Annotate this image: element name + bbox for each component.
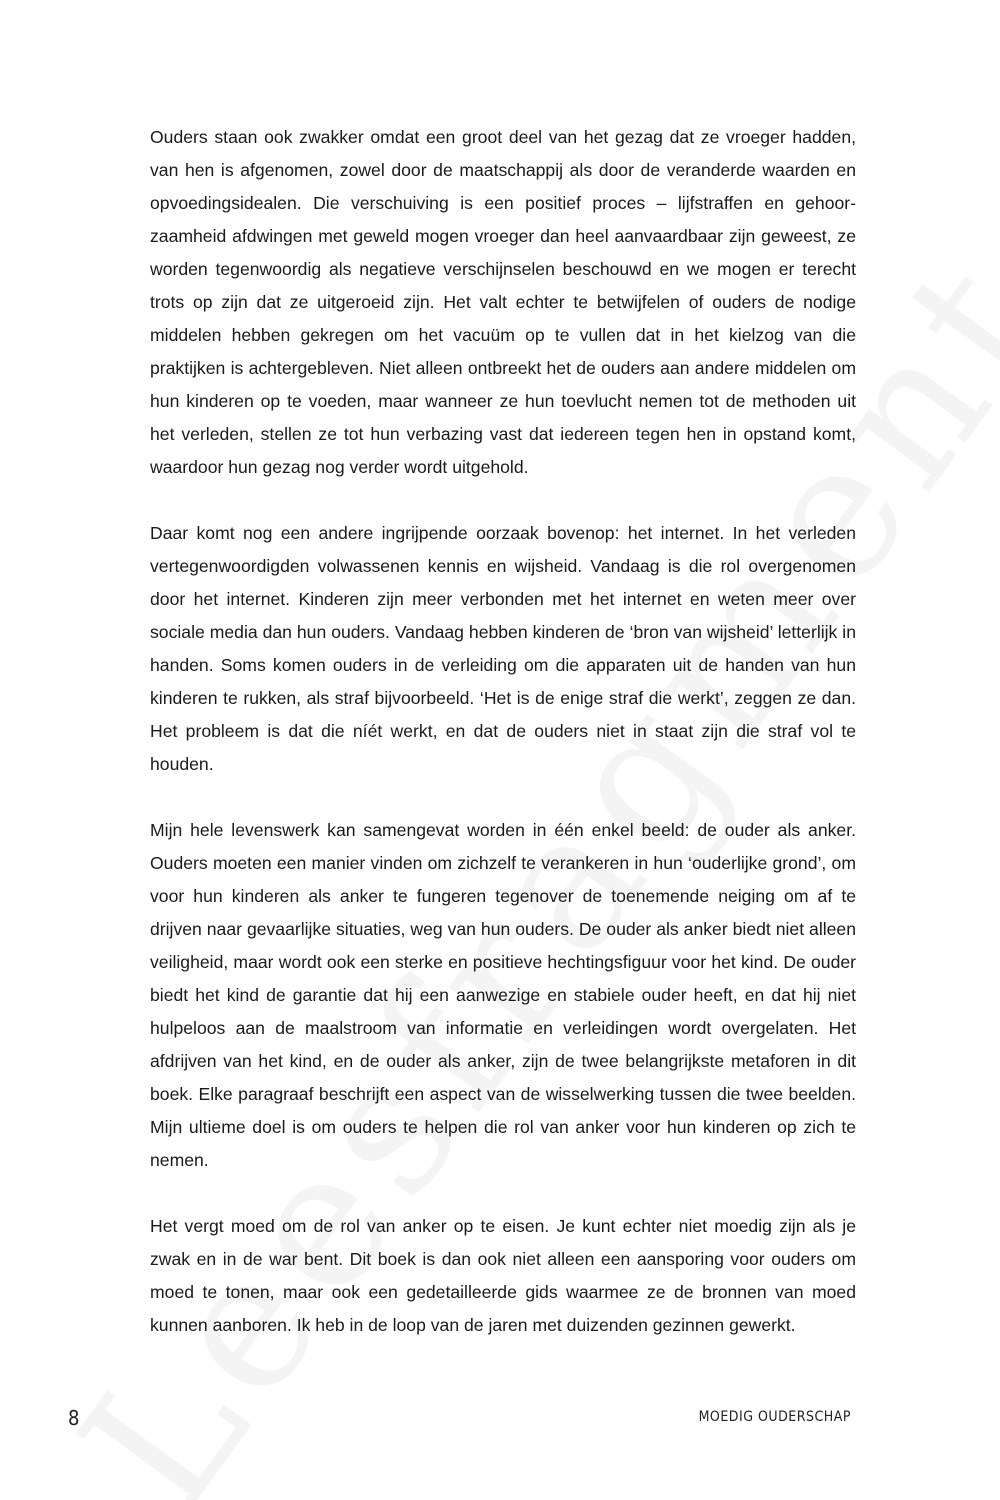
paragraph-3: Mijn hele levenswerk kan samengevat worden in één enkel beeld: de ouder als anker. Ouders moeten een manier vinden om zichzelf te verankeren in hun ‘ouderlijke grond’, om voor hun kinderen als anker te fungeren tegenover de toenemende neiging om af te drijven naar gevaarlijke situaties, weg van hun ouders. De ouder als anker biedt niet alleen veiligheid, maar wordt ook een sterke en positieve hechtingsfiguur voor het kind. De ouder biedt het kind de garantie dat hij een aanwezige en stabiele ouder heeft, en dat hij niet hulpeloos aan de maalstroom van informatie en verleidingen wordt overgelaten. Het afdrijven van het kind, en de ouder als anker, zijn de twee belangrijkste metaforen in dit boek. Elke paragraaf beschrijft een aspect van de wisselwerking tussen die twee beelden. Mijn ultieme doel is om ouders te helpen die rol van anker voor hun kinderen op zich te nemen. (150, 820, 856, 1170)
page-number: 8 (68, 1406, 80, 1430)
paragraph-2: Daar komt nog een andere ingrijpende oorzaak bovenop: het internet. In het verleden vertegenwoordigden volwassenen kennis en wijsheid. Vandaag is die rol overgenomen door het internet. Kinderen zijn meer verbonden met het internet en weten meer over sociale media dan hun ouders. Vandaag hebben kinderen de ‘bron van wijsheid’ letterlijk in handen. Soms komen ouders in de verleiding om die apparaten uit de handen van hun kinderen te rukken, als straf bijvoorbeeld. ‘Het is de enige straf die werkt’, zeggen ze dan. Het probleem is dat die níét werkt, en dat de ouders niet in staat zijn die straf vol te houden. (150, 523, 856, 774)
running-title: MOEDIG OUDERSCHAP (698, 1409, 851, 1425)
body-text (150, 121, 856, 1375)
paragraph-4: Het vergt moed om de rol van anker op te eisen. Je kunt echter niet moedig zijn als je zwak en in de war bent. Dit boek is dan ook niet alleen een aansporing voor ouders om moed te tonen, maar ook een gedetailleerde gids waarmee ze de bronnen van moed kunnen aanboren. Ik heb in de loop van de jaren met duizenden gezinnen gewerkt. (150, 1216, 856, 1335)
paragraph-1: Ouders staan ook zwakker omdat een groot deel van het gezag dat ze vroeger hadden, van hen is afgenomen, zowel door de maatschappij als door de veranderde waarden en opvoedingsidealen. Die verschuiving is een positief proces – lijfstraffen en gehoorzaamheid afdwingen met geweld mogen vroeger dan heel aanvaardbaar zijn geweest, ze worden tegenwoordig als negatieve verschijnselen beschouwd en we mogen er terecht trots op zijn dat ze uitgeroeid zijn. Het valt echter te betwijfelen of ouders de nodige middelen hebben gekregen om het vacuüm op te vullen dat in het kielzog van die praktijken is achtergebleven. Niet alleen ontbreekt het de ouders aan andere middelen om hun kinderen op te voeden, maar wanneer ze hun toevlucht nemen tot de methoden uit het verleden, stellen ze tot hun verbazing vast dat iedereen tegen hen in opstand komt, waardoor hun gezag nog verder wordt uitgehold. (150, 127, 856, 477)
